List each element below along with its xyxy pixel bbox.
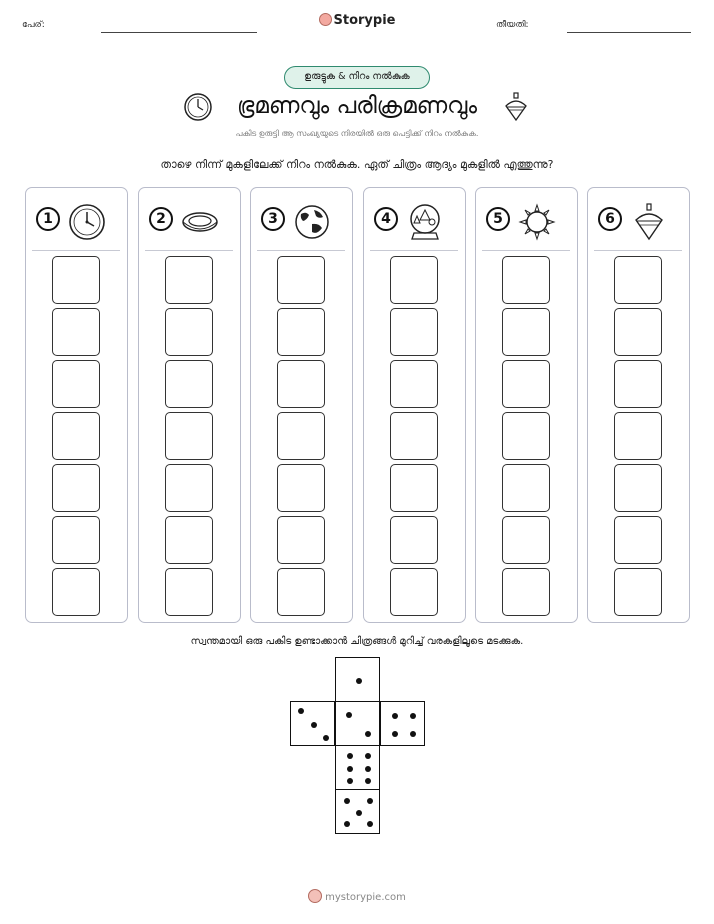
colour-box[interactable] bbox=[277, 516, 325, 564]
colour-box[interactable] bbox=[502, 516, 550, 564]
column-number: 5 bbox=[486, 207, 510, 231]
die-pip bbox=[367, 821, 373, 827]
die-pip bbox=[365, 731, 371, 737]
die-face-2 bbox=[335, 701, 380, 746]
snow-globe-icon bbox=[405, 202, 445, 242]
colour-box[interactable] bbox=[614, 256, 662, 304]
brand-name: Storypie bbox=[333, 13, 396, 28]
colour-box[interactable] bbox=[614, 308, 662, 356]
colour-box[interactable] bbox=[52, 256, 100, 304]
fold-instruction: സ്വന്തമായി ഒരു പകിട ഉണ്ടാക്കാൻ ചിത്രങ്ങൾ മുറിച്ച് വരകളിലൂടെ മടക്കുക. bbox=[190, 636, 524, 647]
column-divider bbox=[370, 250, 458, 251]
colour-box[interactable] bbox=[502, 412, 550, 460]
colour-box[interactable] bbox=[165, 516, 213, 564]
die-pip bbox=[365, 778, 371, 784]
colour-box[interactable] bbox=[614, 516, 662, 564]
die-pip bbox=[344, 798, 350, 804]
die-pip bbox=[410, 731, 416, 737]
clock-icon bbox=[67, 202, 107, 242]
activity-badge: ഉരുട്ടുക & നിറം നൽകുക bbox=[284, 66, 430, 89]
colour-box[interactable] bbox=[390, 412, 438, 460]
name-label: പേര്: bbox=[22, 20, 45, 30]
colour-box[interactable] bbox=[502, 568, 550, 616]
die-pip bbox=[346, 712, 352, 718]
colour-box[interactable] bbox=[165, 308, 213, 356]
die-pip bbox=[410, 713, 416, 719]
column-5 bbox=[475, 187, 578, 623]
die-pip bbox=[367, 798, 373, 804]
colour-box[interactable] bbox=[52, 308, 100, 356]
colour-box[interactable] bbox=[52, 360, 100, 408]
colour-box[interactable] bbox=[390, 464, 438, 512]
colour-box[interactable] bbox=[165, 412, 213, 460]
colour-box[interactable] bbox=[277, 360, 325, 408]
die-pip bbox=[347, 778, 353, 784]
die-pip bbox=[344, 821, 350, 827]
die-pip bbox=[323, 735, 329, 741]
colour-box[interactable] bbox=[390, 360, 438, 408]
die-face-6 bbox=[335, 745, 380, 790]
die-pip bbox=[298, 708, 304, 714]
column-3 bbox=[250, 187, 353, 623]
storypie-bear-icon bbox=[308, 889, 322, 903]
column-divider bbox=[32, 250, 120, 251]
die-pip bbox=[347, 766, 353, 772]
column-divider bbox=[482, 250, 570, 251]
colour-box[interactable] bbox=[614, 568, 662, 616]
column-number: 4 bbox=[374, 207, 398, 231]
column-number: 6 bbox=[598, 207, 622, 231]
colour-box[interactable] bbox=[390, 308, 438, 356]
page-title: ഭ്രമണവും പരിക്രമണവും bbox=[236, 93, 477, 119]
colour-box[interactable] bbox=[165, 568, 213, 616]
colour-box[interactable] bbox=[390, 256, 438, 304]
colour-box[interactable] bbox=[277, 308, 325, 356]
colour-box[interactable] bbox=[52, 464, 100, 512]
die-pip bbox=[365, 766, 371, 772]
spinning-top-icon bbox=[629, 202, 669, 242]
subtitle: പകിട ഉരുട്ടി ആ സംഖ്യയുടെ നിരയിൽ ഒരു പെട്ടിക്ക് നിറം നൽകുക. bbox=[235, 129, 479, 138]
column-number: 2 bbox=[149, 207, 173, 231]
colour-box[interactable] bbox=[614, 412, 662, 460]
colour-box[interactable] bbox=[502, 256, 550, 304]
date-line[interactable] bbox=[567, 32, 691, 33]
colour-box[interactable] bbox=[614, 360, 662, 408]
die-pip bbox=[356, 678, 362, 684]
colour-box[interactable] bbox=[502, 308, 550, 356]
column-4 bbox=[363, 187, 466, 623]
column-divider bbox=[594, 250, 682, 251]
colour-box[interactable] bbox=[277, 464, 325, 512]
colour-box[interactable] bbox=[502, 360, 550, 408]
die-pip bbox=[356, 810, 362, 816]
name-line[interactable] bbox=[101, 32, 257, 33]
die-pip bbox=[392, 713, 398, 719]
column-number: 1 bbox=[36, 207, 60, 231]
die-pip bbox=[311, 722, 317, 728]
date-label: തീയതി: bbox=[496, 20, 529, 30]
storypie-bear-icon bbox=[319, 13, 332, 26]
colour-box[interactable] bbox=[502, 464, 550, 512]
colour-box[interactable] bbox=[52, 516, 100, 564]
colour-box[interactable] bbox=[52, 568, 100, 616]
colour-box[interactable] bbox=[165, 464, 213, 512]
colour-box[interactable] bbox=[165, 256, 213, 304]
die-face-5 bbox=[335, 789, 380, 834]
ring-icon bbox=[180, 202, 220, 242]
colour-box[interactable] bbox=[614, 464, 662, 512]
die-pip bbox=[365, 753, 371, 759]
column-divider bbox=[257, 250, 345, 251]
die-pip bbox=[347, 753, 353, 759]
brand-logo bbox=[0, 13, 714, 28]
colour-box[interactable] bbox=[277, 256, 325, 304]
colour-box[interactable] bbox=[277, 568, 325, 616]
colour-box[interactable] bbox=[277, 412, 325, 460]
sun-icon bbox=[517, 202, 557, 242]
spinning-top-icon bbox=[503, 92, 529, 122]
column-6 bbox=[587, 187, 690, 623]
colour-box[interactable] bbox=[390, 516, 438, 564]
footer bbox=[0, 889, 714, 903]
die-face-1 bbox=[335, 657, 380, 702]
instruction: താഴെ നിന്ന് മുകളിലേക്ക് നിറം നൽകുക. ഏത് ചിത്രം ആദ്യം മുകളിൽ എത്തുന്നു? bbox=[160, 158, 554, 171]
die-face-3 bbox=[290, 701, 335, 746]
colour-box[interactable] bbox=[52, 412, 100, 460]
column-divider bbox=[145, 250, 233, 251]
colour-box[interactable] bbox=[390, 568, 438, 616]
column-2 bbox=[138, 187, 241, 623]
column-number: 3 bbox=[261, 207, 285, 231]
colour-box[interactable] bbox=[165, 360, 213, 408]
globe-icon bbox=[292, 202, 332, 242]
footer-url[interactable]: mystorypie.com bbox=[325, 892, 406, 903]
die-pip bbox=[392, 731, 398, 737]
column-1 bbox=[25, 187, 128, 623]
die-face-4 bbox=[380, 701, 425, 746]
